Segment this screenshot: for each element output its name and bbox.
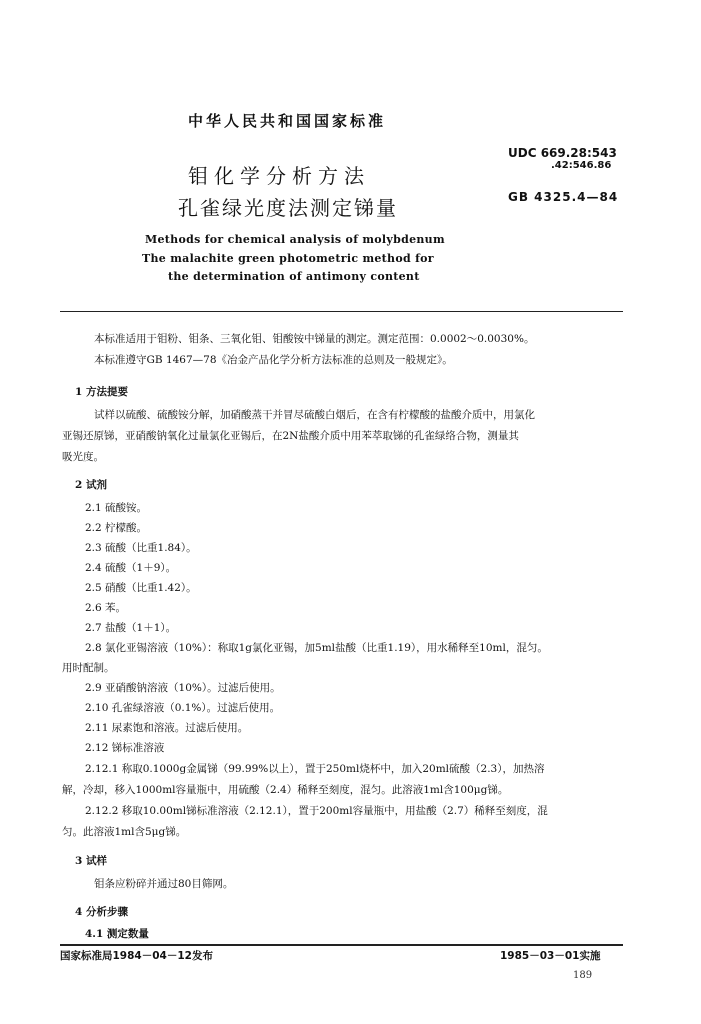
reagent-item: 2.6 苯。 [85,602,127,614]
paragraph-line: 试样以硫酸、硫酸铵分解，加硝酸蒸干并冒尽硫酸白烟后，在含有柠檬酸的盐酸介质中，用氯化 [94,409,535,421]
reagent-item: 2.4 硫酸（1＋9）。 [85,562,177,574]
paragraph-line: 匀。此溶液1ml含5μg锑。 [62,826,187,838]
reagent-item: 2.2 柠檬酸。 [85,522,148,534]
gb-number: GB 4325.4—84 [508,190,619,204]
paragraph-line: 吸光度。 [62,451,104,463]
reagent-item: 2.10 孔雀绿溶液（0.1%）。过滤后使用。 [85,702,281,714]
reagent-item: 2.9 亚硝酸钠溶液（10%）。过滤后使用。 [85,682,281,694]
reagent-item: 2.12 锑标准溶液 [85,742,165,754]
reagent-item: 2.7 盐酸（1＋1）。 [85,622,177,634]
section-heading: 1 方法提要 [75,386,128,398]
standard-org-title: 中华人民共和国国家标准 [188,112,387,130]
reagent-item: 2.11 尿素饱和溶液。过滤后使用。 [85,722,249,734]
section-heading: 4 分析步骤 [75,906,128,918]
reagent-item: 2.3 硫酸（比重1.84）。 [85,542,197,554]
english-title-line: The malachite green photometric method for [142,252,434,265]
reagent-item: 2.12.1 称取0.1000g金属锑（99.99%以上），置于250ml烧杯中，加入20ml硫酸（2.3），加热溶 [85,763,545,775]
english-title-line: the determination of antimony content [168,270,420,283]
paragraph-line: 用时配制。 [62,662,115,674]
english-title-line: Methods for chemical analysis of molybdenum [145,233,445,246]
reagent-item: 2.12.2 移取10.00ml锑标准溶液（2.12.1），置于200ml容量瓶中，用盐酸（2.7）稀释至刻度，混 [85,805,548,817]
section-heading: 2 试剂 [75,479,107,491]
paragraph-line: 亚锡还原锑，亚硝酸钠氧化过量氯化亚锡后，在2N盐酸介质中用苯萃取锑的孔雀绿络合物，测量其 [62,430,519,442]
reagent-item: 2.5 硝酸（比重1.42）。 [85,582,197,594]
issue-date: 国家标准局1984－04－12发布 [60,950,213,962]
paragraph-line: 钼条应粉碎并通过80目筛网。 [94,878,234,890]
subsection-heading: 4.1 测定数量 [85,928,149,940]
scope-paragraph: 本标准适用于钼粉、钼条、三氧化钼、钼酸铵中锑量的测定。测定范围：0.0002～0.0030%。 [94,333,535,345]
page-number: 189 [573,970,593,981]
effective-date: 1985－03－01实施 [500,950,601,962]
document-subtitle: 孔雀绿光度法测定锑量 [178,196,398,220]
footer-rule [60,944,623,946]
paragraph-line: 解，冷却，移入1000ml容量瓶中，用硫酸（2.4）稀释至刻度，混匀。此溶液1ml含100μg锑。 [62,784,509,796]
header-rule [60,311,623,312]
reagent-item: 2.1 硫酸铵。 [85,502,148,514]
udc-code-continued: .42:546.86 [551,160,612,171]
section-heading: 3 试样 [75,855,107,867]
udc-code: UDC 669.28:543 [508,146,617,160]
reagent-item: 2.8 氯化亚锡溶液（10%）：称取1g氯化亚锡，加5ml盐酸（比重1.19），用水稀释至10ml，混匀。 [85,642,548,654]
compliance-paragraph: 本标准遵守GB 1467—78《冶金产品化学分析方法标准的总则及一般规定》。 [94,354,453,366]
document-title: 钼化学分析方法 [188,164,370,188]
